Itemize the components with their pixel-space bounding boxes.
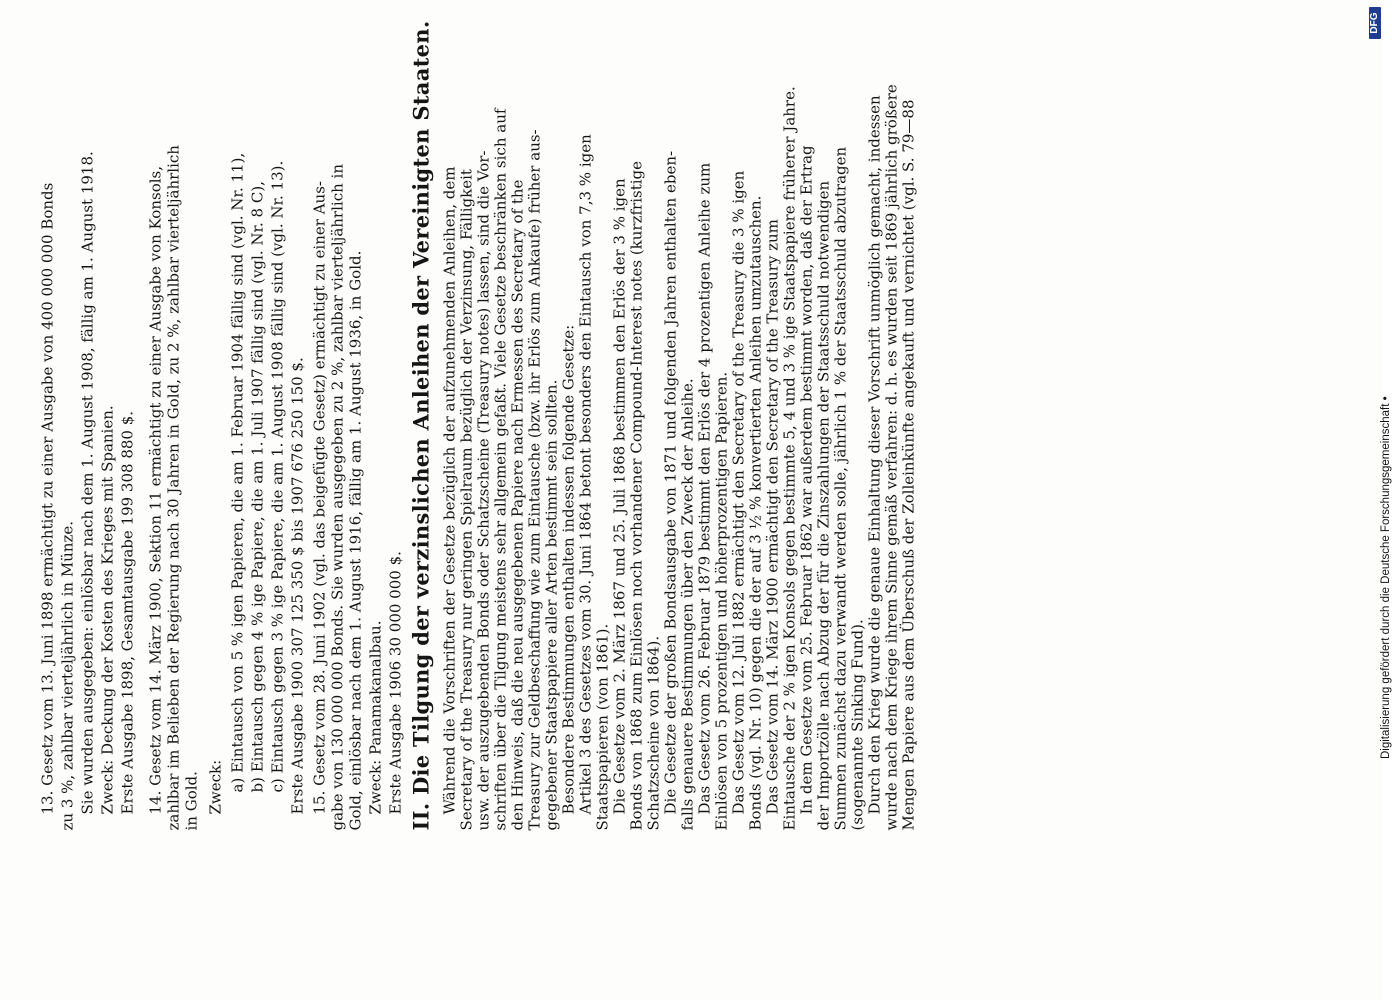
- section-15-line-2: gabe von 130 000 000 Bonds. Sie wurden ausgegeben zu 2 %, zahlbar vierteljährlich in: [328, 164, 347, 831]
- dfg-logo-text: DFG: [1369, 12, 1380, 34]
- paragraph-10-line-2: wurde nach dem Kriege ihrem Sinne gemäß verfahren: d. h. es wurden seit 1869 jährlich größere: [882, 84, 901, 831]
- section-15-line-3: Gold, einlösbar nach dem 1. August 1916, fällig am 1. August 1936, in Gold.: [346, 250, 365, 831]
- section-heading: II. Die Tilgung der verzinslichen Anleihen der Vereinigten Staaten.: [408, 20, 434, 831]
- paragraph-4-line-3: Schatzscheine von 1864).: [644, 635, 663, 831]
- paragraph-1-line-1: Während die Vorschriften der Gesetze bezüglich der aufzunehmenden Anleihen, dem: [440, 166, 459, 815]
- paragraph-1-line-6: Treasury zur Geldbeschaffung wie zum Eintausche (bzw. ihr Erlös zum Ankaufe) früher aus-: [525, 129, 544, 831]
- dfg-logo: [1369, 7, 1381, 39]
- section-14-line-5: Erste Ausgabe 1900 307 125 350 $ bis 1907 676 250 150 $.: [288, 357, 307, 815]
- paragraph-6-line-2: Einlösen von 5 prozentigen und höherprozentigen Papieren.: [712, 371, 731, 831]
- paragraph-1-line-2: Secretary of the Treasury nur geringen Spielraum bezüglich der Verzinsung, Fälligkeit: [457, 169, 476, 831]
- paragraph-3-line-2: Staatspapieren (von 1861).: [593, 623, 612, 831]
- paragraph-1-line-7: gegebener Staatspapiere aller Arten bestimmt sein sollten.: [542, 379, 561, 831]
- section-13-line-5: Erste Ausgabe 1898, Gesamtausgabe 199 308 880 $.: [118, 410, 137, 815]
- paragraph-9-line-4: (sogenannte Sinking Fund).: [848, 619, 867, 831]
- paragraph-4-line-2: Bonds von 1868 zum Einlösen noch vorhandener Compound-Interest notes (kurzfristige: [627, 160, 646, 831]
- section-15-line-4: Zweck: Panamakanalbau.: [366, 620, 385, 815]
- section-13-line-1: 13. Gesetz vom 13. Juni 1898 ermächtigt zu einer Ausgabe von 400 000 000 Bonds: [38, 182, 57, 815]
- paragraph-8-line-1: Das Gesetz vom 14. März 1900 ermächtigt den Secretary of the Treasury zum: [763, 219, 782, 815]
- section-14-item-b: b) Eintausch gegen 4 % ige Papiere, die am 1. Juli 1907 fällig sind (vgl. Nr. 8 C),: [248, 181, 267, 793]
- paragraph-3-line-1: Artikel 3 des Gesetzes vom 30. Juni 1864 betont besonders den Eintausch von 7,3 % igen: [576, 134, 595, 815]
- paragraph-9-line-1: In dem Gesetze vom 25. Februar 1862 war außerdem bestimmt worden, daß der Ertrag: [797, 145, 816, 815]
- paragraph-10-line-1: Durch den Krieg wurde die genaue Einhaltung dieser Vorschrift unmöglich gemacht, indessen: [865, 95, 884, 815]
- section-13-line-3: Sie wurden ausgegeben: einlösbar nach dem 1. August 1908, fällig am 1. August 1918.: [78, 151, 97, 815]
- paragraph-7-line-1: Das Gesetz vom 12. Juli 1882 ermächtigt den Secretary of the Treasury die 3 % igen: [729, 170, 748, 815]
- section-14-line-4: Zweck:: [206, 759, 225, 815]
- section-13-line-4: Zweck: Deckung der Kosten des Krieges mit Spanien.: [98, 405, 117, 815]
- paragraph-4-line-1: Die Gesetze vom 2. März 1867 und 25. Juli 1868 bestimmen den Erlös der 3 % igen: [610, 178, 629, 815]
- paragraph-7-line-2: Bonds (vgl. Nr. 10) gegen die der auf 3 ½ % konvertierten Anleihen umzutauschen.: [746, 195, 765, 831]
- paragraph-6-line-1: Das Gesetz vom 26. Februar 1879 bestimmt den Erlös der 4 prozentigen Anleihe zum: [695, 162, 714, 815]
- paragraph-1-line-4: schriften über die Tilgung meistens sehr allgemein gefaßt. Viele Gesetze beschränken sich auf: [491, 108, 510, 831]
- paragraph-2-line-1: Besondere Bestimmungen enthalten indessen folgende Gesetze:: [559, 324, 578, 815]
- paragraph-1-line-5: den Hinweis, daß die neu ausgegebenen Papiere nach Ermessen des Secretary of the: [508, 179, 527, 831]
- section-14-item-c: c) Eintausch gegen 3 % ige Papiere, die am 1. August 1908 fällig sind (vgl. Nr. 13).: [268, 160, 287, 793]
- paragraph-5-line-1: Die Gesetze der großen Bondsausgabe von 1871 und folgenden Jahren enthalten eben-: [661, 150, 680, 815]
- digitization-credit: Digitalisierung gefördert durch die Deutsche Forschungsgemeinschaft •: [1380, 396, 1392, 759]
- paragraph-8-line-2: Eintausche der 2 % igen Konsols gegen bestimmte 5, 4 und 3 % ige Staatspapiere früherer Jahre.: [780, 86, 799, 831]
- paragraph-9-line-3: Summen zunächst dazu verwandt werden solle, jährlich 1 % der Staatsschuld abzutragen: [831, 146, 850, 831]
- section-14-line-2: zahlbar im Belieben der Regierung nach 30 Jahren in Gold, zu 2 %, zahlbar vierteljährlich: [164, 145, 183, 831]
- section-15-line-5: Erste Ausgabe 1906 30 000 000 $.: [386, 551, 405, 815]
- paragraph-10-line-3: Mengen Papiere aus dem Überschuß der Zolleinkünfte angekauft und vernichtet (vgl. S. 79—88: [899, 99, 918, 831]
- section-15-line-1: 15. Gesetz vom 28. Juni 1902 (vgl. das beigefügte Gesetz) ermächtigt zu einer Aus-: [310, 181, 329, 815]
- paragraph-1-line-3: usw. der auszugebenden Bonds oder Schatzscheine (Treasury notes) lassen, sind die Vor-: [474, 150, 493, 831]
- section-14-line-3: in Gold.: [182, 771, 201, 831]
- section-14-line-1: 14. Gesetz vom 14. März 1900, Sektion 11 ermächtigt zu einer Ausgabe von Konsols,: [146, 166, 165, 815]
- paragraph-5-line-2: falls genauere Bestimmungen über den Zweck der Anleihe.: [678, 378, 697, 831]
- section-14-item-a: a) Eintausch von 5 % igen Papieren, die am 1. Februar 1904 fällig sind (vgl. Nr. 11),: [228, 152, 247, 793]
- section-13-line-2: zu 3 %, zahlbar vierteljährlich in Münze.: [58, 520, 77, 831]
- paragraph-9-line-2: der Importzölle nach Abzug der für die Zinszahlungen der Staatsschuld notwendigen: [814, 180, 833, 831]
